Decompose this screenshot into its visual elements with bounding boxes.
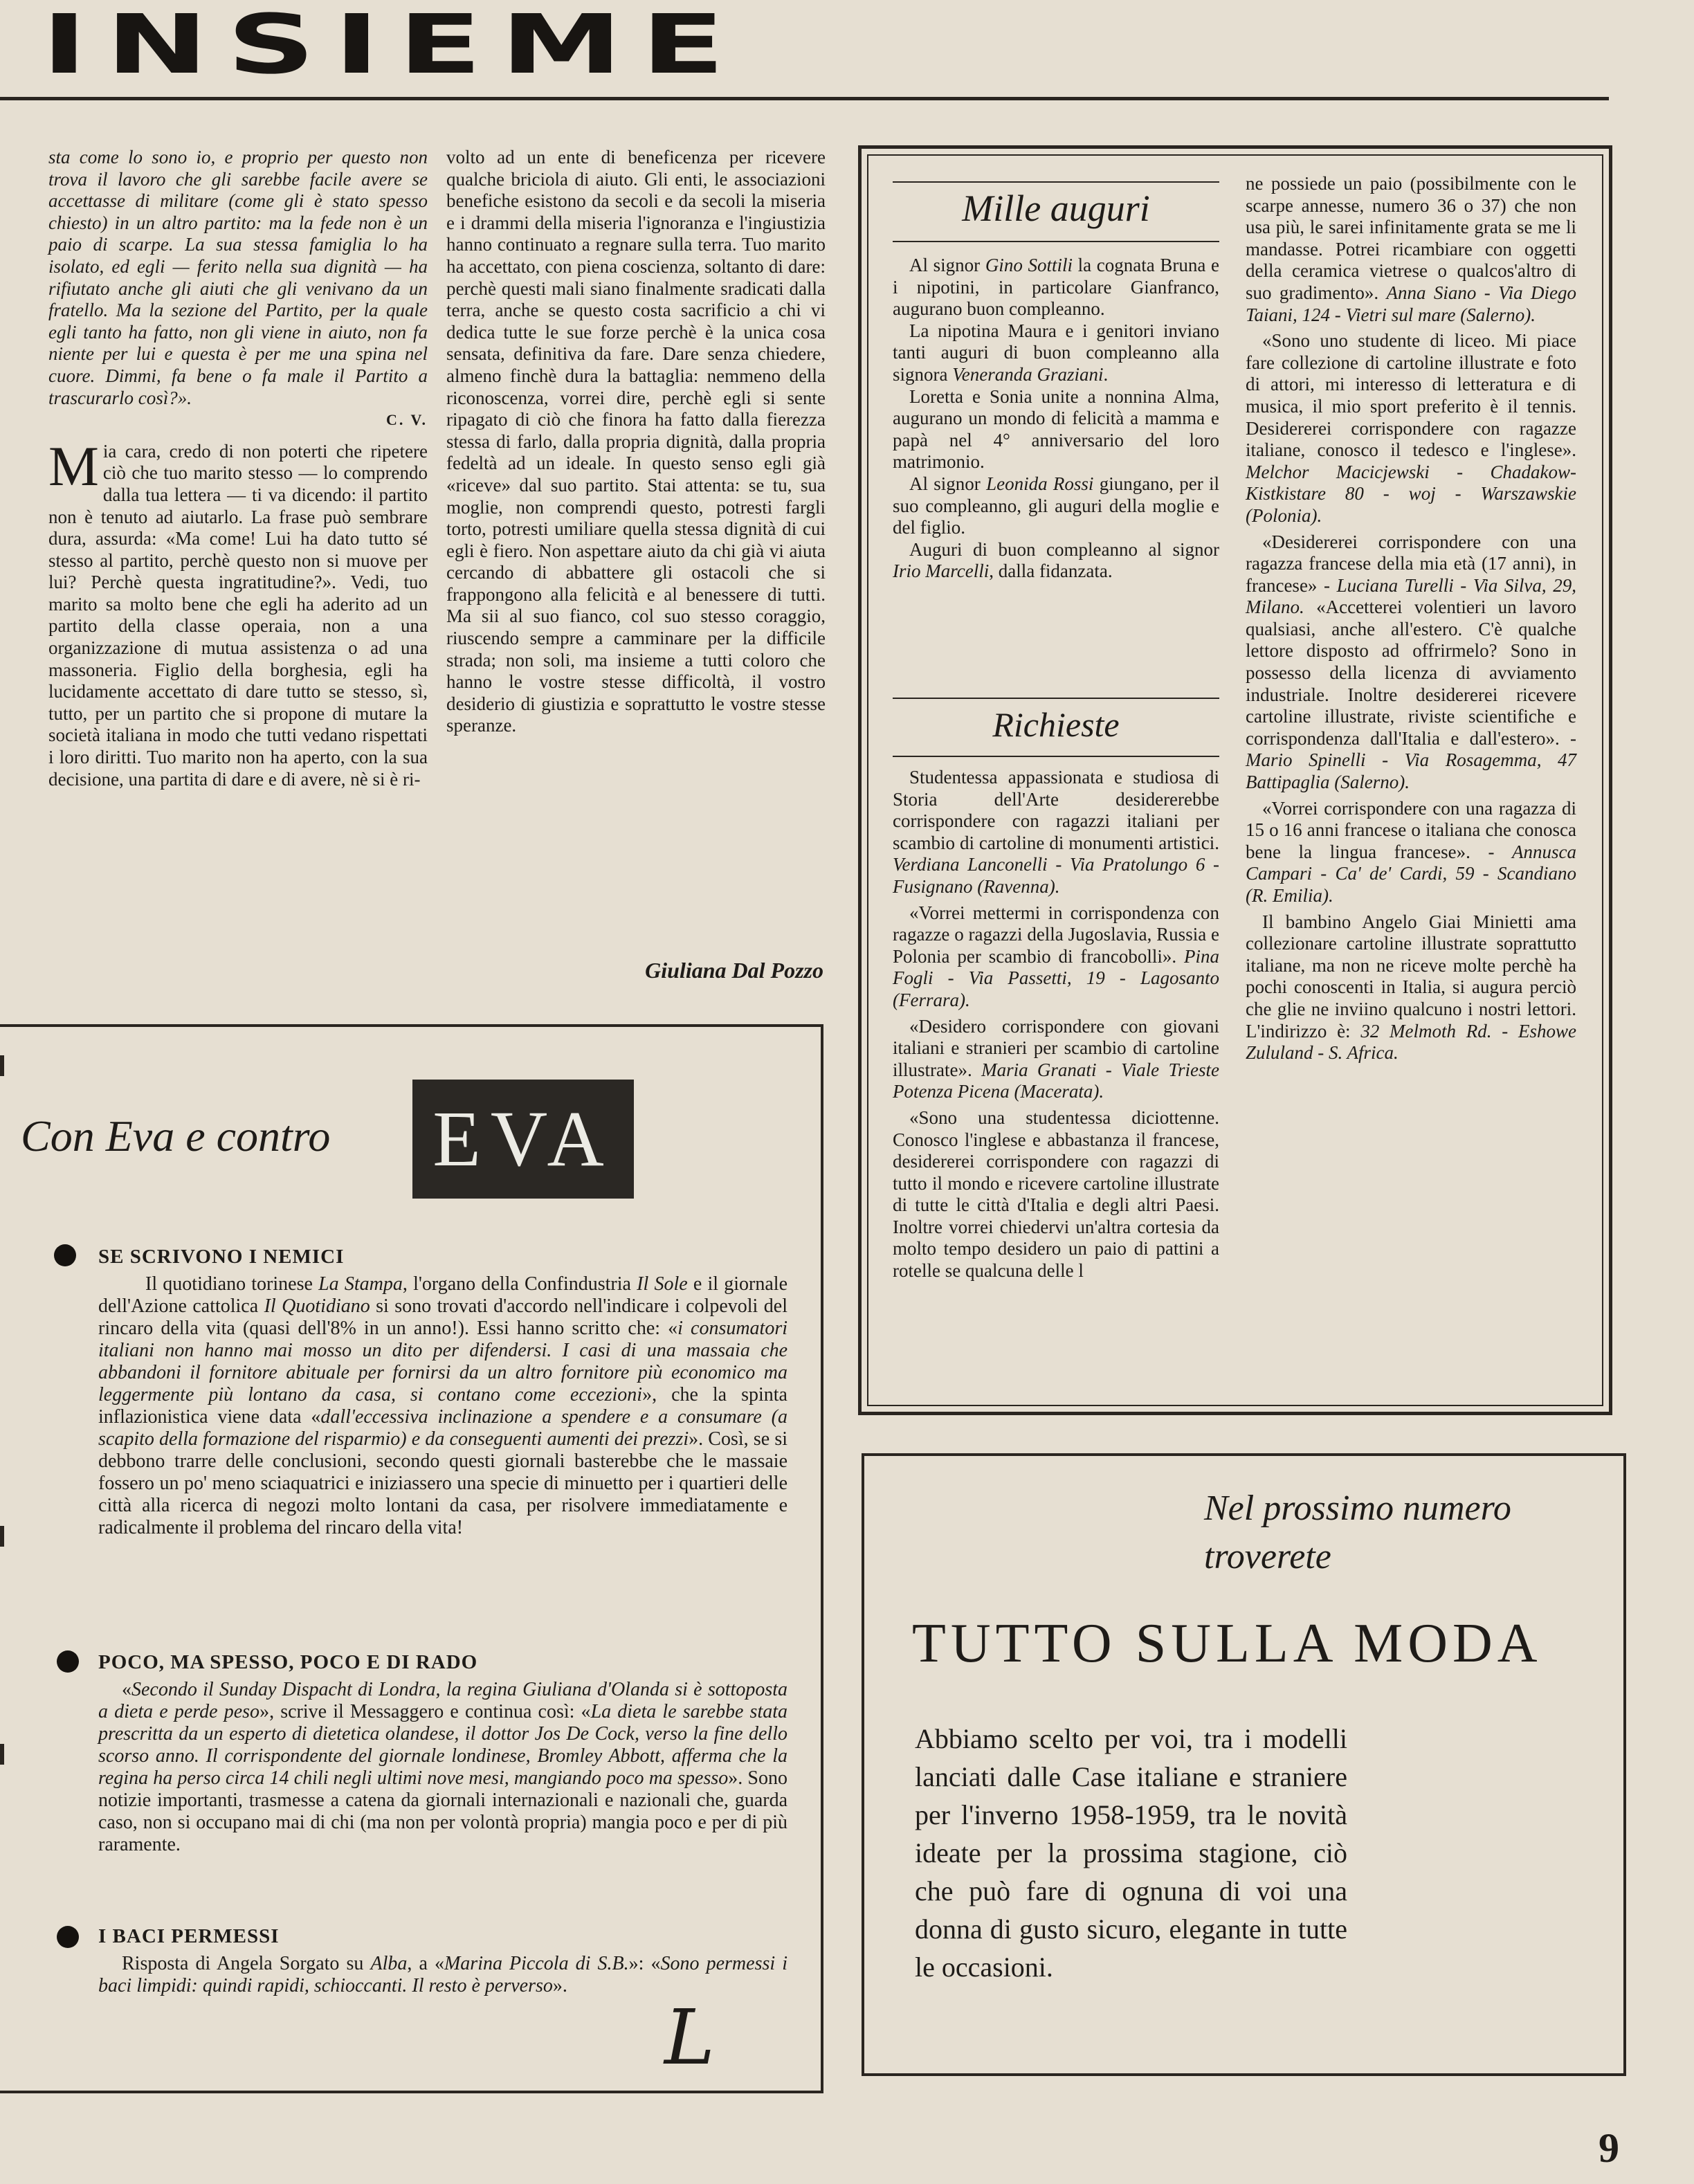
- request-3: «Desidero corrispondere con giovani italiani e stranieri per scambio di cartoline illustrate». Maria Granati - Viale Trieste Potenza Picena (Macerata).: [893, 1015, 1219, 1102]
- reply-body: ia cara, credo di non poterti che ripetere ciò che tuo marito stesso — lo comprendo dalla tua lettera — ti va dicendo: il partito non è tenuto ad aiutarlo. La frase può sembrare dura, assurda: «Ma come! Lui ha dato tutto sé stesso al partito, perchè questo non si muove per lui? Perchè questa ingratitudine?». Vedi, tuo marito sa molto bene che egli ha aderito ad un partito della classe operaia, non a una organizzazione di mutua assistenza o ad una massoneria. Figlio della borghesia, egli ha lucidamente accettato di dare tutto se stesso, sì, tutto, per un partito che si propone di mutare la società italiana in modo che tutti vedano rispettati i loro diritti. Tuo marito non ha aperto, con la sua decisione, una partita di dare e di avere, nè si è ri-: [48, 440, 428, 790]
- section-heading-3: I BACI PERMESSI: [98, 1925, 280, 1947]
- reply-text: [48, 434, 428, 791]
- masthead: INSIEME: [42, 0, 744, 92]
- margin-mark: [0, 1526, 4, 1547]
- drop-cap: M: [48, 434, 99, 498]
- article-column-1: [48, 147, 428, 790]
- section-body-1: Il quotidiano torinese La Stampa, l'organo della Confindustria Il Sole e il giornale dell'Azione cattolica Il Quotidiano si sono trovati d'accordo nell'indicare i colpevoli del rincaro della vita (quasi dell'8% in un anno!). Essi hanno scritto che: «i consumatori italiani non hanno mai mosso un dito per difendersi. I casi di una massaia che abbandoni il fornitore abituale per fornirsi da un altro fornitore più economico ma leggermente più lontano da casa, si contano come eccezioni», che la spinta inflazionistica viene data «dall'eccessiva inclinazione a spendere e a consumare (a scapito della formazione del risparmio) e da conseguenti aumenti dei prezzi». Così, se si debbono trarre delle conclusioni, secondo questi giornali basterebbe che le massaie fossero un po' meno sciaquatrici e iniziassero una specie di minuetto per i quartieri delle città alla ricerca di negozi molto lontani da casa, per risolvere immediatamente e radicalmente il problema del rincaro della vita!: [98, 1273, 788, 1538]
- bullet-icon: [57, 1650, 79, 1673]
- request-5: «Sono uno studente di liceo. Mi piace fare collezione di cartoline illustrate e foto di attori, mi interesso di letteratura e di musica, il mio sport preferito è il tennis. Desidererei corrispondere con ragazze italiane, conosco il tedesco e l'inglese». Melchor Macicjewski - Chadakow-Kistkistare 80 - woj - Warszawskie (Polonia).: [1246, 330, 1576, 526]
- section-body-3: Risposta di Angela Sorgato su Alba, a «Marina Piccola di S.B.»: «Sono permessi i baci limpidi: quindi rapidi, schioccanti. Il resto è perverso».: [98, 1953, 788, 1996]
- mille-auguri-title: Mille auguri: [962, 188, 1150, 229]
- moda-body: Abbiamo scelto per voi, tra i modelli lanciati dalle Case italiane e straniere per l'inverno 1958-1959, tra le novità ideate per la prossima stagione, ciò che può fare di ognuna di voi una donna di gusto sicuro, elegante in tutte le occasioni.: [915, 1723, 1347, 1983]
- greeting-5: Auguri di buon compleanno al signor Irio Marcelli, dalla fidanzata.: [893, 538, 1219, 582]
- eva-title: Con Eva e contro: [21, 1111, 331, 1161]
- rule: [893, 756, 1219, 757]
- greeting-3: Loretta e Sonia unite a nonnina Alma, augurano un mondo di felicità a mamma e papà nel 4° anniversario del loro matrimonio.: [893, 385, 1219, 473]
- request-2: «Vorrei mettermi in corrispondenza con ragazze o ragazzi della Jugoslavia, Russia e Polonia per scambio di francobolli». Pina Fogli - Via Passetti, 19 - Lagosanto (Ferrara).: [893, 902, 1219, 1010]
- letter-text: sta come lo sono io, e proprio per questo non trova il lavoro che gli sarebbe facile avere se accettasse di militare (come gli è stato spesso chiesto) in un altro partito: ma la fede non è un paio di scarpe. La sua stessa famiglia lo ha isolato, ed egli — ferito nella sua dignità — ha rifiutato anche gli aiuti che gli venivano da un fratello. Ma la sezione del Partito, per la quale egli tanto ha fatto, non gli viene in aiuto, non fa niente per lui e questa è per me una spina nel cuore. Dimmi, fa bene o fa male il Partito a trascurarlo così?».: [48, 147, 428, 408]
- page-number: 9: [1599, 2125, 1619, 2171]
- request-1: Studentessa appassionata e studiosa di Storia dell'Arte desidererebbe corrispondere con ragazzi italiani per scambio di cartoline di monumenti artistici. Verdiana Lanconelli - Via Pratolungo 6 - Fusignano (Ravenna).: [893, 767, 1219, 897]
- article-column-2: [446, 147, 826, 737]
- masthead-rule: [0, 97, 1609, 100]
- bullet-icon: [57, 1926, 79, 1948]
- richieste-column-2: [1246, 173, 1576, 1064]
- request-7: «Vorrei corrispondere con una ragazza di 15 o 16 anni francese o italiana che conosca bene la lingua francese». - Annusca Campari - Ca' de' Cardi, 59 - Scandiano (R. Emilia).: [1246, 797, 1576, 906]
- article-signature: Giuliana Dal Pozzo: [645, 958, 823, 983]
- request-6: «Desidererei corrispondere con una ragazza francese della mia età (17 anni), in francese» - Luciana Turelli - Via Silva, 29, Milano. «Accetterei volentieri un lavoro qualsiasi, anche all'estero. C'è qualche lettore disposto ad offrirmelo? Sono in possesso della licenza di avviamento industriale. Inoltre desidererei ricevere cartoline illustrate, riviste scientifiche e corrispondenza dall'Italia e dall'estero». - Mario Spinelli - Via Rosagemma, 47 Battipaglia (Salerno).: [1246, 531, 1576, 793]
- moda-preheading-1: Nel prossimo numero: [1204, 1489, 1511, 1528]
- moda-preheading-2: troverete: [1204, 1537, 1331, 1576]
- letter-signature: C. V.: [385, 411, 428, 429]
- section-heading-1: SE SCRIVONO I NEMICI: [98, 1246, 345, 1268]
- section-body-2: «Secondo il Sunday Dispacht di Londra, la regina Giuliana d'Olanda si è sottoposta a dieta e perde peso», scrive il Messaggero e continua così: «La dieta le sarebbe stata prescritta da un esperto di dietetica olandese, il dottor Jos De Cock, verso la fine dello scorso anno. Il corrispondente del giornale londinese, Bromley Abbott, afferma che la regina ha perso circa 14 chili negli ultimi nove mesi, mangiando poco ma spesso». Sono notizie importanti, trasmesse a catena da giornali internazionali e nazionali che, guarda caso, non si occupano mai di chi (ma non per volontà propria) mangia poco e per di più raramente.: [98, 1679, 788, 1855]
- eva-signature: L: [664, 1993, 716, 2082]
- margin-mark: [0, 1744, 4, 1765]
- mille-auguri-column: [893, 255, 1219, 583]
- richieste-column-1: [893, 767, 1219, 1282]
- section-heading-2: POCO, MA SPESSO, POCO E DI RADO: [98, 1651, 478, 1673]
- greeting-2: La nipotina Maura e i genitori inviano tanti auguri di buon compleanno alla signora Veneranda Graziani.: [893, 320, 1219, 385]
- rule: [893, 241, 1219, 242]
- request-8: Il bambino Angelo Giai Minietti ama collezionare cartoline illustrate soprattutto italiane, ma non ne riceve molte perchè ha pochi conoscenti in Italia, si augura perciò che glie ne inviino qualcuno i nostri lettori. L'indirizzo è: 32 Melmoth Rd. - Eshowe Zululand - S. Africa.: [1246, 911, 1577, 1064]
- bullet-icon: [54, 1244, 76, 1266]
- greeting-1: Al signor Gino Sottili la cognata Bruna e i nipotini, in particolare Gianfranco, augurano buon compleanno.: [893, 255, 1220, 320]
- request-4-start: «Sono una studentessa diciottenne. Conosco l'inglese e abbastanza il francese, desidererei corrispondere con ragazzi di tutto il mondo e ricevere cartoline illustrate di tutte le città d'Italia e degli altri Paesi. Inoltre vorrei chiedervi un'altra cortesia da molto tempo desidero un paio di pattini a rotelle se qualcuna delle l: [893, 1107, 1219, 1282]
- richieste-title: Richieste: [992, 705, 1120, 744]
- reply-continuation: volto ad un ente di beneficenza per ricevere qualche briciola di aiuto. Gli enti, le associazioni benefiche esistono da secoli e da secoli la miseria e i drammi della miseria l'ignoranza e l'ingiustizia hanno continuato a regnare sulla terra. Tuo marito ha accettato, con piena coscienza, soltanto di dare: perchè questi mali siano finalmente sradicati dalla terra, anche se questo costa sacrificio a chi vi dedica tutte le sue forze perchè è la unica cosa sensata, definitiva da fare. Dare senza chiedere, almeno finchè dura la battaglia: nemmeno della riconoscenza, vorrei dire, perchè egli si sente ripagato di ciò che finora ha fatto dalla fierezza stessa di farlo, dalla propria dignità, dalla propria fedeltà ad un ideale. In questo senso egli già «riceve» dal suo partito. Stai attenta: se tu, sua moglie, non comprendi questo, potresti fargli torto, potresti umiliare quella stessa dignità di cui egli è fiero. Non aspettare aiuto da chi già vi aiuta cercando di abbattere gli ostacoli che si frappongono alla felicità e al benessere di tutti. Ma sii al suo fianco, col suo stesso coraggio, riuscendo sempre a camminare per la difficile strada; non soli, ma insieme a tutti coloro che hanno le vostre stesse difficoltà, il vostro desiderio di giustizia e soprattutto le vostre stesse speranze.: [446, 147, 826, 736]
- eva-badge: EVA: [412, 1080, 634, 1199]
- margin-mark: [0, 1055, 4, 1076]
- rule: [893, 181, 1219, 183]
- moda-title: TUTTO SULLA MODA: [912, 1613, 1542, 1674]
- greeting-4: Al signor Leonida Rossi giungano, per il suo compleanno, gli auguri della moglie e del figlio.: [893, 473, 1220, 538]
- rule: [893, 698, 1219, 699]
- request-4: ne possiede un paio (possibilmente con le scarpe annesse, numero 36 o 37) che non usa più, le sarei infinitamente grata se me li mandasse. Potrei ricambiare con oggetti della ceramica vietrese o qualcos'altro di suo gradimento». Anna Siano - Via Diego Taiani, 124 - Vietri sul mare (Salerno).: [1246, 173, 1576, 325]
